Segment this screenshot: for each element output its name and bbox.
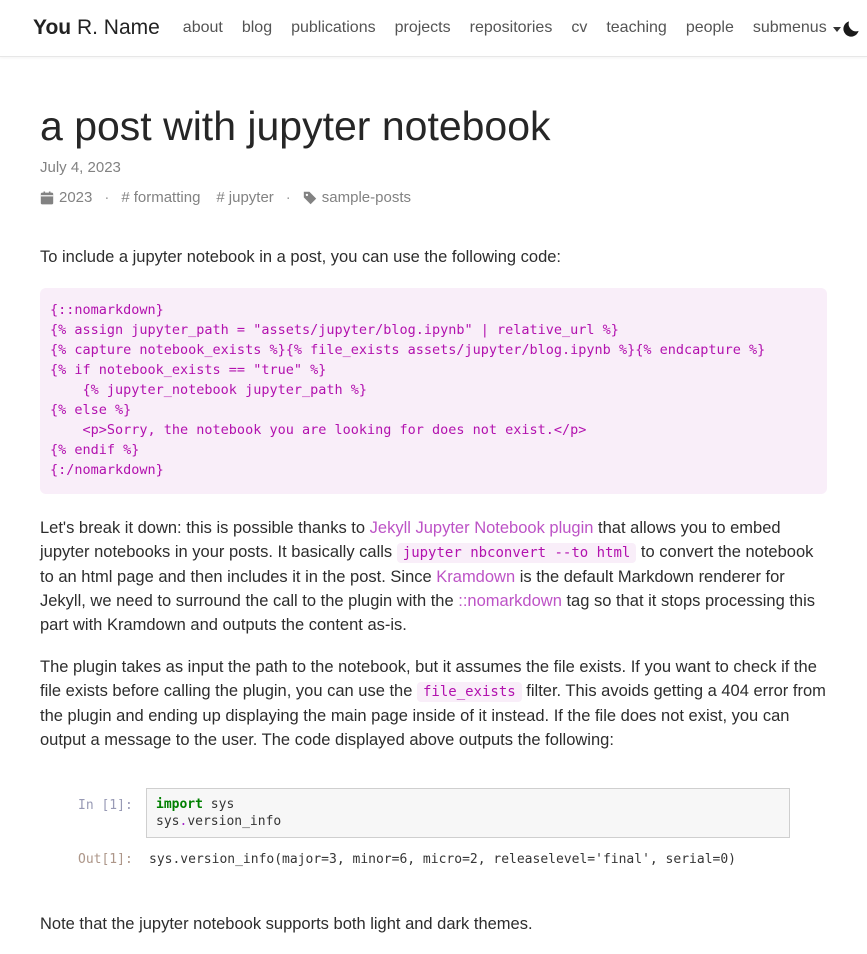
text-run: that allows you to embed jupyter notebooks in your posts. It basically calls bbox=[40, 519, 781, 562]
dark-mode-toggle[interactable] bbox=[841, 17, 863, 39]
tag-link-sample-posts[interactable] bbox=[303, 189, 411, 206]
closing-paragraph: Note that the jupyter notebook supports both light and dark themes. bbox=[40, 915, 533, 934]
text-run: to convert the notebook to an html page and then includes it in the post. Since bbox=[40, 543, 814, 587]
nav-item-about[interactable]: about bbox=[182, 19, 223, 36]
nav-dropdown-label: submenus bbox=[752, 19, 827, 36]
code-line: {% jupyter_notebook jupyter_path %} bbox=[50, 382, 367, 399]
paragraph-explanation bbox=[40, 516, 827, 637]
year-label: 2023 bbox=[59, 189, 93, 207]
category-link-jupyter[interactable] bbox=[216, 189, 273, 206]
post-meta bbox=[40, 189, 827, 206]
inline-code-nbconvert: jupyter nbconvert --to html bbox=[397, 543, 637, 563]
output-text: sys.version_info(major=3, minor=6, micro=2, releaselevel='final', serial=0) bbox=[149, 852, 736, 868]
category-label: jupyter bbox=[228, 189, 274, 207]
keyword-token: import bbox=[156, 797, 203, 813]
code-line: {:/nomarkdown} bbox=[50, 462, 164, 479]
nav-item-blog[interactable]: blog bbox=[241, 19, 273, 36]
plain-token: version_info bbox=[187, 814, 282, 830]
text-run: filter. This avoids getting a 404 error from the plugin and ending up displaying the main page inside of it instead. If the file does not exist, you can output a message to the user. The code displayed above outputs the following: bbox=[40, 682, 826, 750]
output-prompt: Out[1]: bbox=[78, 852, 133, 868]
nav-item-publications[interactable]: publications bbox=[291, 19, 376, 36]
nav-item-cv[interactable]: cv bbox=[571, 19, 588, 36]
text-run: Let's break it down: this is possible thanks to bbox=[40, 519, 370, 538]
jupyter-notebook-embed bbox=[78, 788, 790, 868]
moon-icon bbox=[843, 25, 861, 40]
post-container bbox=[0, 104, 867, 936]
code-line: {% assign jupyter_path = "assets/jupyter/blog.ipynb" | relative_url %} bbox=[50, 322, 619, 339]
nav-dropdown-submenus[interactable] bbox=[753, 19, 841, 37]
nav-item-repositories[interactable]: repositories bbox=[469, 19, 553, 36]
text-run: tag so that it stops processing this part with Kramdown and outputs the content as-is. bbox=[40, 592, 816, 635]
hashtag-icon: # bbox=[216, 189, 225, 207]
nav-item-teaching[interactable]: teaching bbox=[606, 19, 667, 36]
operator-token: . bbox=[179, 814, 188, 830]
intro-paragraph: To include a jupyter notebook in a post, you can use the following code: bbox=[40, 248, 562, 267]
main-nav bbox=[183, 19, 841, 37]
notebook-output-cell bbox=[78, 851, 790, 868]
code-line: {::nomarkdown} bbox=[50, 302, 164, 319]
page-title: a post with jupyter notebook bbox=[40, 103, 551, 149]
brand-last-name: R. Name bbox=[71, 16, 160, 39]
brand-first-name: You bbox=[33, 16, 72, 39]
input-code-area bbox=[146, 788, 790, 838]
code-line: {% capture notebook_exists %}{% file_exists assets/jupyter/blog.ipynb %}{% endcapture %} bbox=[50, 342, 766, 359]
category-link-formatting[interactable] bbox=[121, 189, 200, 206]
text-run: The plugin takes as input the path to the notebook, but it assumes the file exists. If you want to check if the file exists before calling the plugin, you can use the bbox=[40, 658, 817, 701]
code-line: {% endif %} bbox=[50, 442, 140, 459]
year-link[interactable] bbox=[40, 189, 92, 206]
code-line: {% else %} bbox=[50, 402, 132, 419]
caret-down-icon bbox=[833, 27, 841, 32]
meta-separator: · bbox=[285, 189, 291, 207]
meta-separator: · bbox=[104, 189, 110, 207]
code-line bbox=[156, 813, 780, 830]
code-line: {% if notebook_exists == "true" %} bbox=[50, 362, 327, 379]
link-nomarkdown[interactable]: ::nomarkdown bbox=[458, 592, 562, 611]
link-kramdown[interactable]: Kramdown bbox=[436, 568, 516, 587]
link-jekyll-jupyter-plugin[interactable]: Jekyll Jupyter Notebook plugin bbox=[369, 519, 594, 538]
code-line: <p>Sorry, the notebook you are looking for does not exist.</p> bbox=[50, 422, 587, 439]
navbar bbox=[0, 0, 867, 57]
tag-label: sample-posts bbox=[321, 189, 411, 207]
category-label: formatting bbox=[133, 189, 201, 207]
liquid-code-block bbox=[40, 288, 827, 494]
text-run: is the default Markdown renderer for Jekyll, we need to surround the call to the plugin with the bbox=[40, 568, 785, 611]
brand-link[interactable] bbox=[33, 16, 160, 40]
nav-item-projects[interactable]: projects bbox=[394, 19, 451, 36]
plain-token: sys bbox=[156, 814, 180, 830]
hashtag-icon: # bbox=[121, 189, 130, 207]
post-date: July 4, 2023 bbox=[40, 159, 121, 177]
calendar-icon bbox=[40, 191, 54, 205]
nav-item-people[interactable]: people bbox=[685, 19, 734, 36]
paragraph-file-exists bbox=[40, 655, 827, 752]
notebook-input-cell bbox=[78, 788, 790, 838]
input-prompt: In [1]: bbox=[78, 798, 133, 814]
tag-icon bbox=[303, 191, 317, 205]
code-line bbox=[156, 796, 780, 813]
inline-code-file-exists: file_exists bbox=[417, 682, 522, 702]
plain-token: sys bbox=[202, 797, 235, 813]
